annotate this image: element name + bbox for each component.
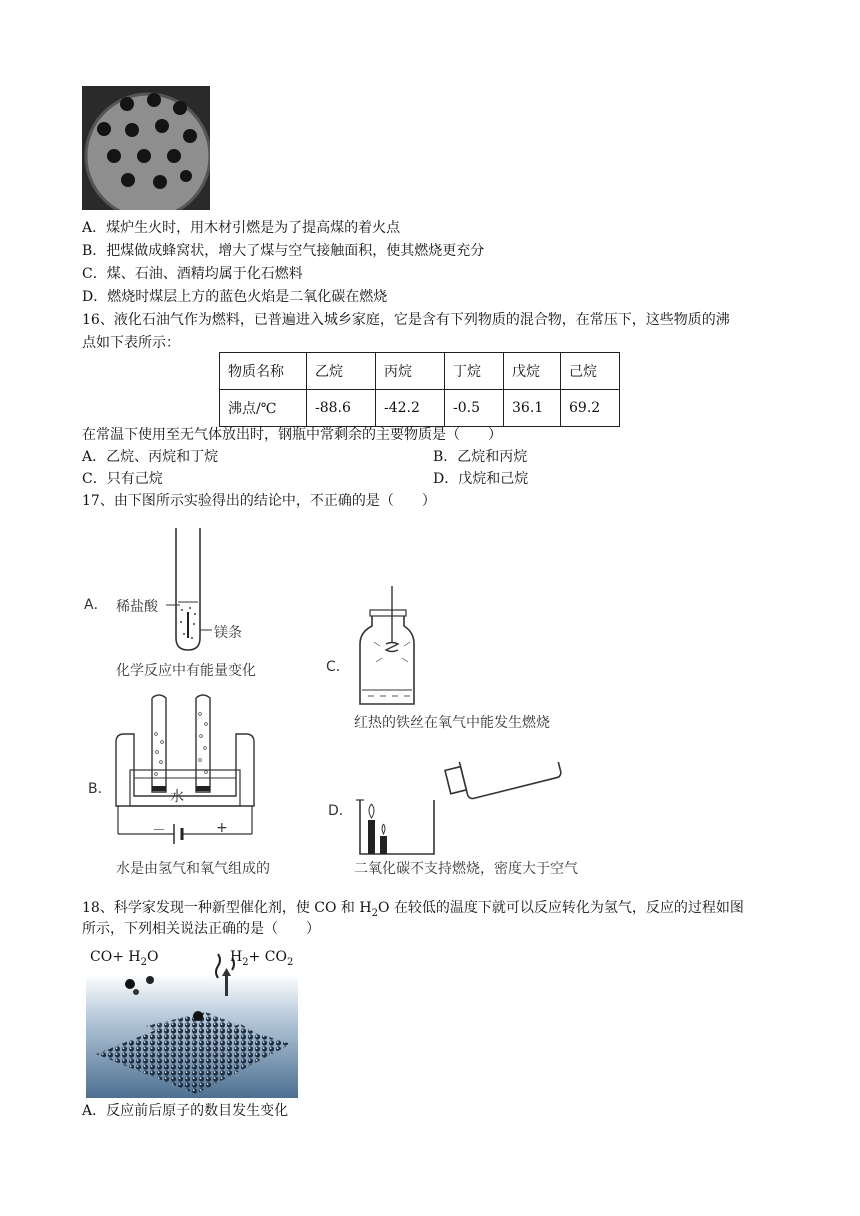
fig-b-caption: 水是由氢气和氧气组成的: [116, 861, 270, 877]
honeycomb-coal-photo: [82, 86, 210, 210]
fig-c-letter: C．: [326, 659, 350, 675]
q15-option-b: B．把煤做成蜂窝状，增大了煤与空气接触面积，使其燃烧更充分: [82, 243, 485, 259]
table-cell: 69.2: [561, 390, 620, 427]
label-magnesium: 镁条: [214, 625, 242, 641]
table-cell: 沸点/℃: [220, 390, 307, 427]
q15-option-c: C．煤、石油、酒精均属于化石燃料: [82, 266, 303, 282]
label-negative: －: [152, 823, 166, 839]
table-cell: 己烷: [561, 353, 620, 390]
q15-option-a: A．煤炉生火时，用木材引燃是为了提高煤的着火点: [82, 220, 401, 236]
q17-stem: 17、由下图所示实验得出的结论中，不正确的是（ ）: [82, 493, 436, 509]
q16-question: 在常温下使用至无气体放出时，钢瓶中常剩余的主要物质是（ ）: [82, 427, 502, 443]
q18-stem-line1: 18、科学家发现一种新型催化剂，使 CO 和 $H_2O$ 在较低的温度下就可以反应转化为氢气，反应的过程如图: [82, 900, 744, 919]
table-cell: -88.6: [307, 390, 376, 427]
q16-option-c: C．只有己烷: [82, 471, 163, 487]
table-row: [220, 353, 620, 390]
q16-stem-line1: 16、液化石油气作为燃料，已普遍进入城乡家庭，它是含有下列物质的混合物，在常压下，这些物质的沸: [82, 312, 730, 328]
q16-option-b: B．乙烷和丙烷: [433, 449, 528, 465]
co2-beaker-diagram: [352, 762, 642, 858]
label-positive: +: [216, 820, 228, 836]
table-cell: -42.2: [376, 390, 445, 427]
acid-pointer-line: [166, 604, 180, 606]
table-row: [220, 390, 620, 427]
q18-stem-line2: 所示，下列相关说法正确的是（ ）: [82, 921, 320, 937]
products-label: $H_2+ CO_2$: [230, 949, 294, 968]
fig-d-caption: 二氧化碳不支持燃烧，密度大于空气: [354, 861, 578, 877]
catalyst-reaction-image: [86, 944, 298, 1098]
table-cell: 丙烷: [376, 353, 445, 390]
q16-stem-line2: 点如下表所示：: [82, 335, 180, 351]
fig-d-letter: D．: [328, 803, 353, 819]
table-cell: 物质名称: [220, 353, 307, 390]
table-cell: 丁烷: [445, 353, 504, 390]
table-cell: -0.5: [445, 390, 504, 427]
table-cell: 36.1: [504, 390, 561, 427]
q18-option-a: A．反应前后原子的数目发生变化: [82, 1103, 289, 1119]
fig-a-caption: 化学反应中有能量变化: [116, 663, 256, 679]
table-cell: 乙烷: [307, 353, 376, 390]
fig-a-letter: A．: [84, 597, 108, 613]
oxygen-jar-diagram: [352, 586, 422, 706]
q16-option-d: D．戊烷和己烷: [433, 471, 529, 487]
reactants-label: $CO+ H_2O$: [90, 949, 159, 968]
table-cell: 戊烷: [504, 353, 561, 390]
q15-option-d: D．燃烧时煤层上方的蓝色火焰是二氧化碳在燃烧: [82, 289, 388, 305]
fig-c-caption: 红热的铁丝在氧气中能发生燃烧: [354, 715, 550, 731]
q16-option-a: A．乙烷、丙烷和丁烷: [82, 449, 219, 465]
boiling-point-table: [219, 352, 620, 427]
label-dilute-hcl: 稀盐酸: [116, 599, 158, 615]
fig-b-letter: B．: [88, 781, 112, 797]
electrolysis-diagram: [112, 694, 258, 846]
label-water: 水: [170, 789, 184, 805]
